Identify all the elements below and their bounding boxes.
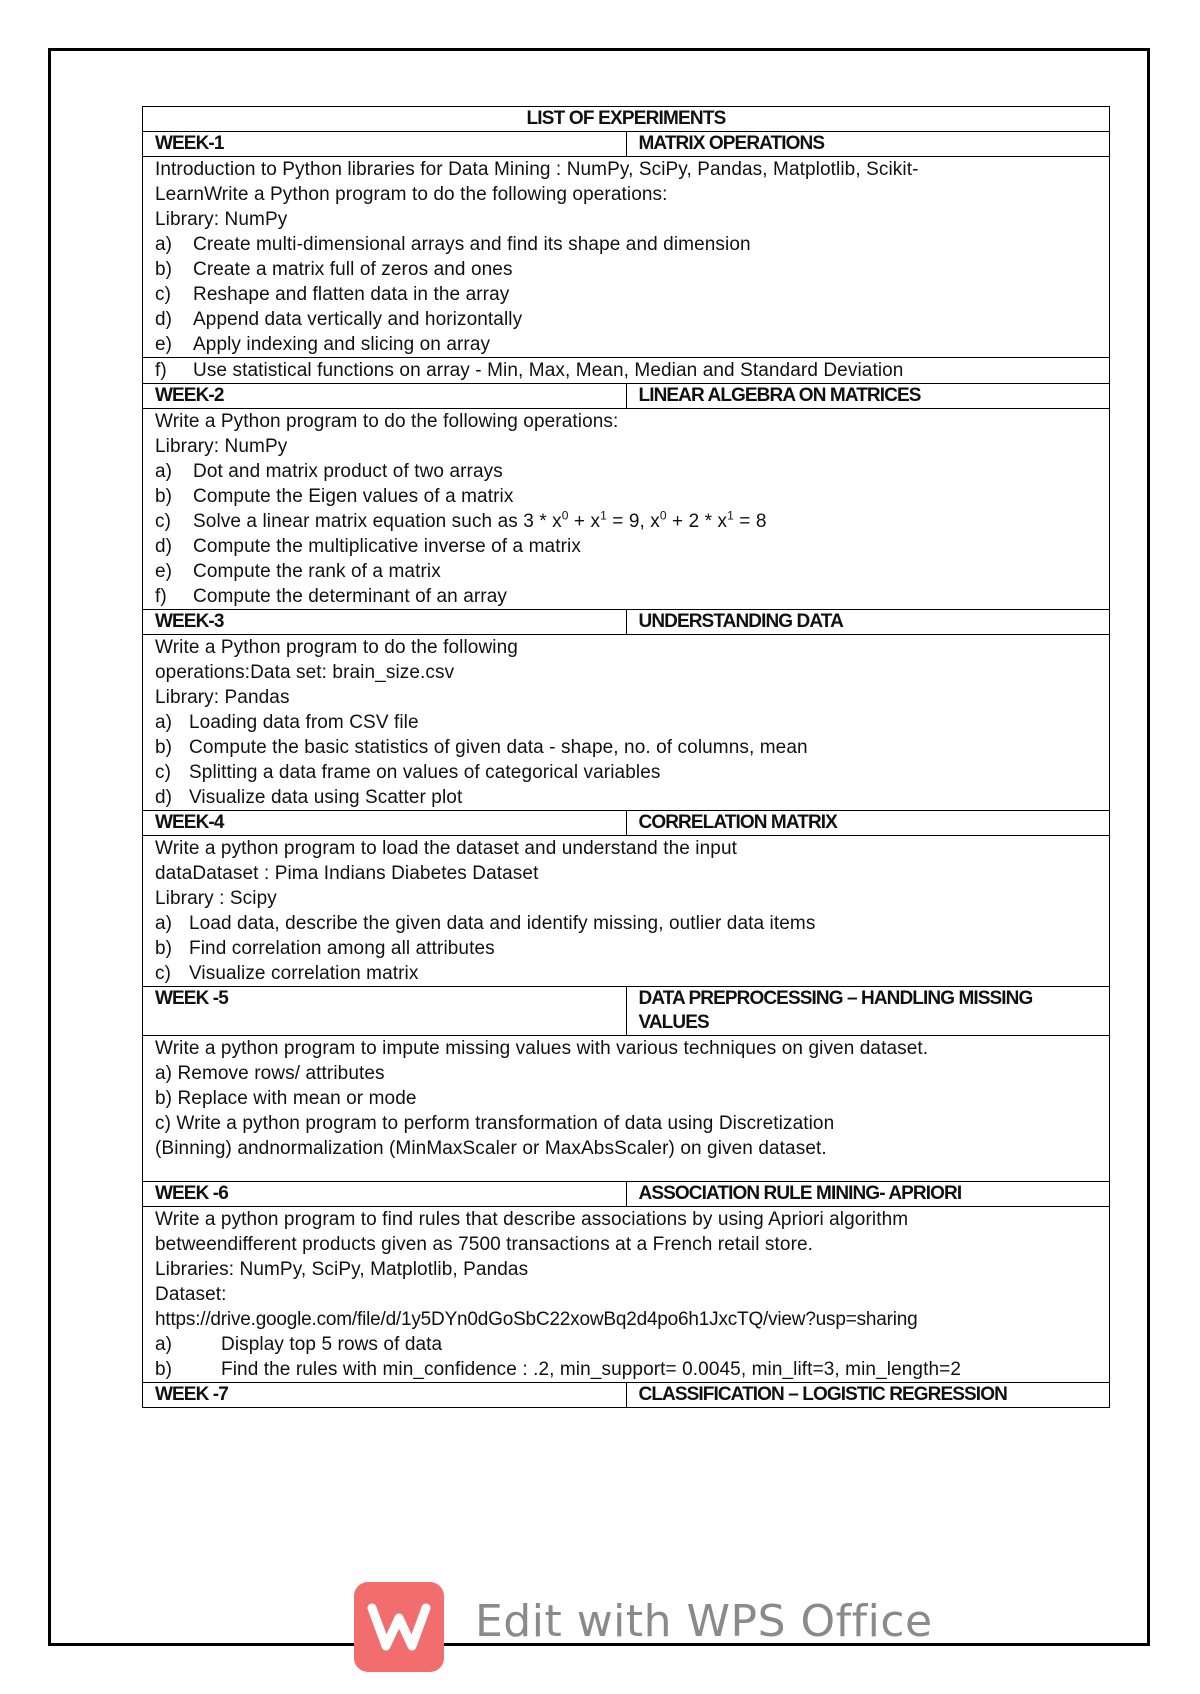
list-item	[155, 459, 1097, 484]
equation-text: Solve a linear matrix equation such as 3 * x	[193, 511, 562, 532]
week-body-row	[143, 1207, 1110, 1383]
week-header-row	[143, 1383, 1110, 1408]
equation-text: = 8	[733, 511, 767, 532]
equation-text: + x	[568, 511, 601, 532]
body-line: c) Write a python program to perform transformation of data using Discretization	[155, 1113, 835, 1134]
list-item	[155, 232, 1097, 257]
item-text: Find correlation among all attributes	[189, 938, 495, 959]
table-title-row	[143, 107, 1110, 132]
body-line: (Binning) andnormalization (MinMaxScaler or MaxAbsScaler) on given dataset.	[155, 1138, 827, 1159]
week-topic: DATA PREPROCESSING – HANDLING MISSING VALUES	[626, 987, 1110, 1036]
item-label: a)	[155, 234, 173, 255]
week-body	[143, 836, 1110, 987]
item-label: d)	[155, 309, 173, 330]
body-line: Libraries: NumPy, SciPy, Matplotlib, Pandas	[155, 1259, 529, 1280]
list-item	[155, 1357, 1097, 1382]
item-text: Apply indexing and slicing on array	[193, 334, 491, 355]
item-label: b)	[155, 259, 173, 280]
list-item	[155, 911, 1097, 936]
list-item	[155, 1332, 1097, 1357]
item-text: Find the rules with min_confidence : .2, min_support= 0.0045, min_lift=3, min_length=2	[221, 1359, 961, 1380]
item-text: Visualize data using Scatter plot	[189, 787, 463, 808]
item-label: f)	[155, 360, 167, 381]
list-item	[155, 584, 1097, 609]
body-line: LearnWrite a Python program to do the following operations:	[155, 184, 668, 205]
item-label: c)	[155, 284, 172, 305]
body-line: Library: NumPy	[155, 209, 288, 230]
item-label: b)	[155, 486, 173, 507]
week-body-row	[143, 836, 1110, 987]
week-header-row	[143, 132, 1110, 157]
item-label: c)	[155, 511, 172, 532]
week-body-row	[143, 409, 1110, 610]
item-label: a)	[155, 1334, 173, 1355]
week-topic: CLASSIFICATION – LOGISTIC REGRESSION	[626, 1383, 1110, 1408]
list-item	[155, 358, 1097, 383]
body-line: Library: Pandas	[155, 687, 290, 708]
week-label: WEEK -6	[143, 1182, 627, 1207]
list-item	[155, 559, 1097, 584]
week-label: WEEK-3	[143, 610, 627, 635]
item-label: a)	[155, 712, 173, 733]
item-text: Display top 5 rows of data	[221, 1334, 443, 1355]
week-header-row	[143, 1182, 1110, 1207]
list-item	[155, 735, 1097, 760]
list-item	[155, 936, 1097, 961]
week-label: WEEK -5	[143, 987, 627, 1036]
superscript: 1	[600, 508, 607, 523]
week-extra-row	[143, 358, 1110, 384]
item-label: e)	[155, 561, 173, 582]
dataset-link: https://drive.google.com/file/d/1y5DYn0dGoSbC22xowBq2d4po6h1JxcTQ/view?usp=sharing	[155, 1309, 918, 1330]
item-text: Use statistical functions on array - Min, Max, Mean, Median and Standard Deviation	[193, 360, 904, 381]
item-text: Append data vertically and horizontally	[193, 309, 523, 330]
week-body	[143, 635, 1110, 811]
list-item	[155, 484, 1097, 509]
week-body-row	[143, 635, 1110, 811]
wps-office-logo-icon	[354, 1582, 444, 1672]
wps-logo-glyph	[354, 1582, 444, 1672]
item-label: b)	[155, 1359, 173, 1380]
watermark-text: Edit with WPS Office	[475, 1596, 933, 1647]
item-label: d)	[155, 536, 173, 557]
item-text: Reshape and flatten data in the array	[193, 284, 510, 305]
week-topic: MATRIX OPERATIONS	[626, 132, 1110, 157]
week-body-row	[143, 1036, 1110, 1182]
body-line: Write a python program to impute missing values with various techniques on given dataset.	[155, 1038, 929, 1059]
list-item	[155, 710, 1097, 735]
body-line: b) Replace with mean or mode	[155, 1088, 417, 1109]
list-item	[155, 534, 1097, 559]
week-body	[143, 358, 1110, 384]
body-line: Introduction to Python libraries for Data Mining : NumPy, SciPy, Pandas, Matplotlib, Scikit-	[155, 159, 919, 180]
item-label: c)	[155, 963, 172, 984]
item-label: d)	[155, 787, 173, 808]
equation-text: = 9, x	[606, 511, 660, 532]
week-topic: UNDERSTANDING DATA	[626, 610, 1110, 635]
item-text: Visualize correlation matrix	[189, 963, 419, 984]
week-topic: LINEAR ALGEBRA ON MATRICES	[626, 384, 1110, 409]
item-text: Compute the determinant of an array	[193, 586, 508, 607]
body-line: Write a python program to load the dataset and understand the input	[155, 838, 738, 859]
week-body	[143, 1207, 1110, 1383]
item-text: Compute the basic statistics of given data - shape, no. of columns, mean	[189, 737, 808, 758]
item-label: b)	[155, 737, 173, 758]
body-line: Dataset:	[155, 1284, 227, 1305]
week-label: WEEK-2	[143, 384, 627, 409]
body-line: Library : Scipy	[155, 888, 277, 909]
item-text	[193, 509, 767, 534]
item-label: c)	[155, 762, 172, 783]
body-line: Write a python program to find rules that describe associations by using Apriori algorithm	[155, 1209, 909, 1230]
item-label: b)	[155, 938, 173, 959]
week-topic: CORRELATION MATRIX	[626, 811, 1110, 836]
list-item	[155, 961, 1097, 986]
week-body-row	[143, 157, 1110, 358]
list-item	[155, 509, 1097, 534]
experiments-table	[142, 106, 1110, 1408]
list-item	[155, 332, 1097, 357]
body-line: Write a Python program to do the following	[155, 637, 518, 658]
table-title: LIST OF EXPERIMENTS	[143, 107, 1110, 132]
body-line: operations:Data set: brain_size.csv	[155, 662, 455, 683]
week-body	[143, 1036, 1110, 1182]
item-text: Loading data from CSV file	[189, 712, 419, 733]
list-item	[155, 257, 1097, 282]
list-item	[155, 307, 1097, 332]
week-label: WEEK-4	[143, 811, 627, 836]
week-header-row	[143, 987, 1110, 1036]
week-header-row	[143, 384, 1110, 409]
body-line: dataDataset : Pima Indians Diabetes Dataset	[155, 863, 539, 884]
equation-text: + 2 * x	[666, 511, 728, 532]
item-label: e)	[155, 334, 173, 355]
week-body	[143, 409, 1110, 610]
body-line: a) Remove rows/ attributes	[155, 1063, 385, 1084]
week-body	[143, 157, 1110, 358]
item-label: f)	[155, 586, 167, 607]
item-text: Dot and matrix product of two arrays	[193, 461, 503, 482]
list-item	[155, 785, 1097, 810]
item-text: Compute the rank of a matrix	[193, 561, 441, 582]
item-text: Compute the Eigen values of a matrix	[193, 486, 514, 507]
item-text: Splitting a data frame on values of categorical variables	[189, 762, 661, 783]
body-line: Library: NumPy	[155, 436, 288, 457]
body-line: betweendifferent products given as 7500 transactions at a French retail store.	[155, 1234, 814, 1255]
item-label: a)	[155, 461, 173, 482]
week-header-row	[143, 610, 1110, 635]
item-text: Compute the multiplicative inverse of a matrix	[193, 536, 581, 557]
item-label: a)	[155, 913, 173, 934]
superscript: 0	[659, 508, 667, 523]
superscript: 1	[727, 508, 734, 523]
item-text: Create multi-dimensional arrays and find its shape and dimension	[193, 234, 751, 255]
week-label: WEEK-1	[143, 132, 627, 157]
blank-line	[155, 1161, 1097, 1181]
item-text: Load data, describe the given data and identify missing, outlier data items	[189, 913, 816, 934]
week-topic: ASSOCIATION RULE MINING- APRIORI	[626, 1182, 1110, 1207]
superscript: 0	[561, 508, 569, 523]
list-item	[155, 282, 1097, 307]
week-label: WEEK -7	[143, 1383, 627, 1408]
item-text: Create a matrix full of zeros and ones	[193, 259, 513, 280]
body-line: Write a Python program to do the following operations:	[155, 411, 619, 432]
list-item	[155, 760, 1097, 785]
week-header-row	[143, 811, 1110, 836]
